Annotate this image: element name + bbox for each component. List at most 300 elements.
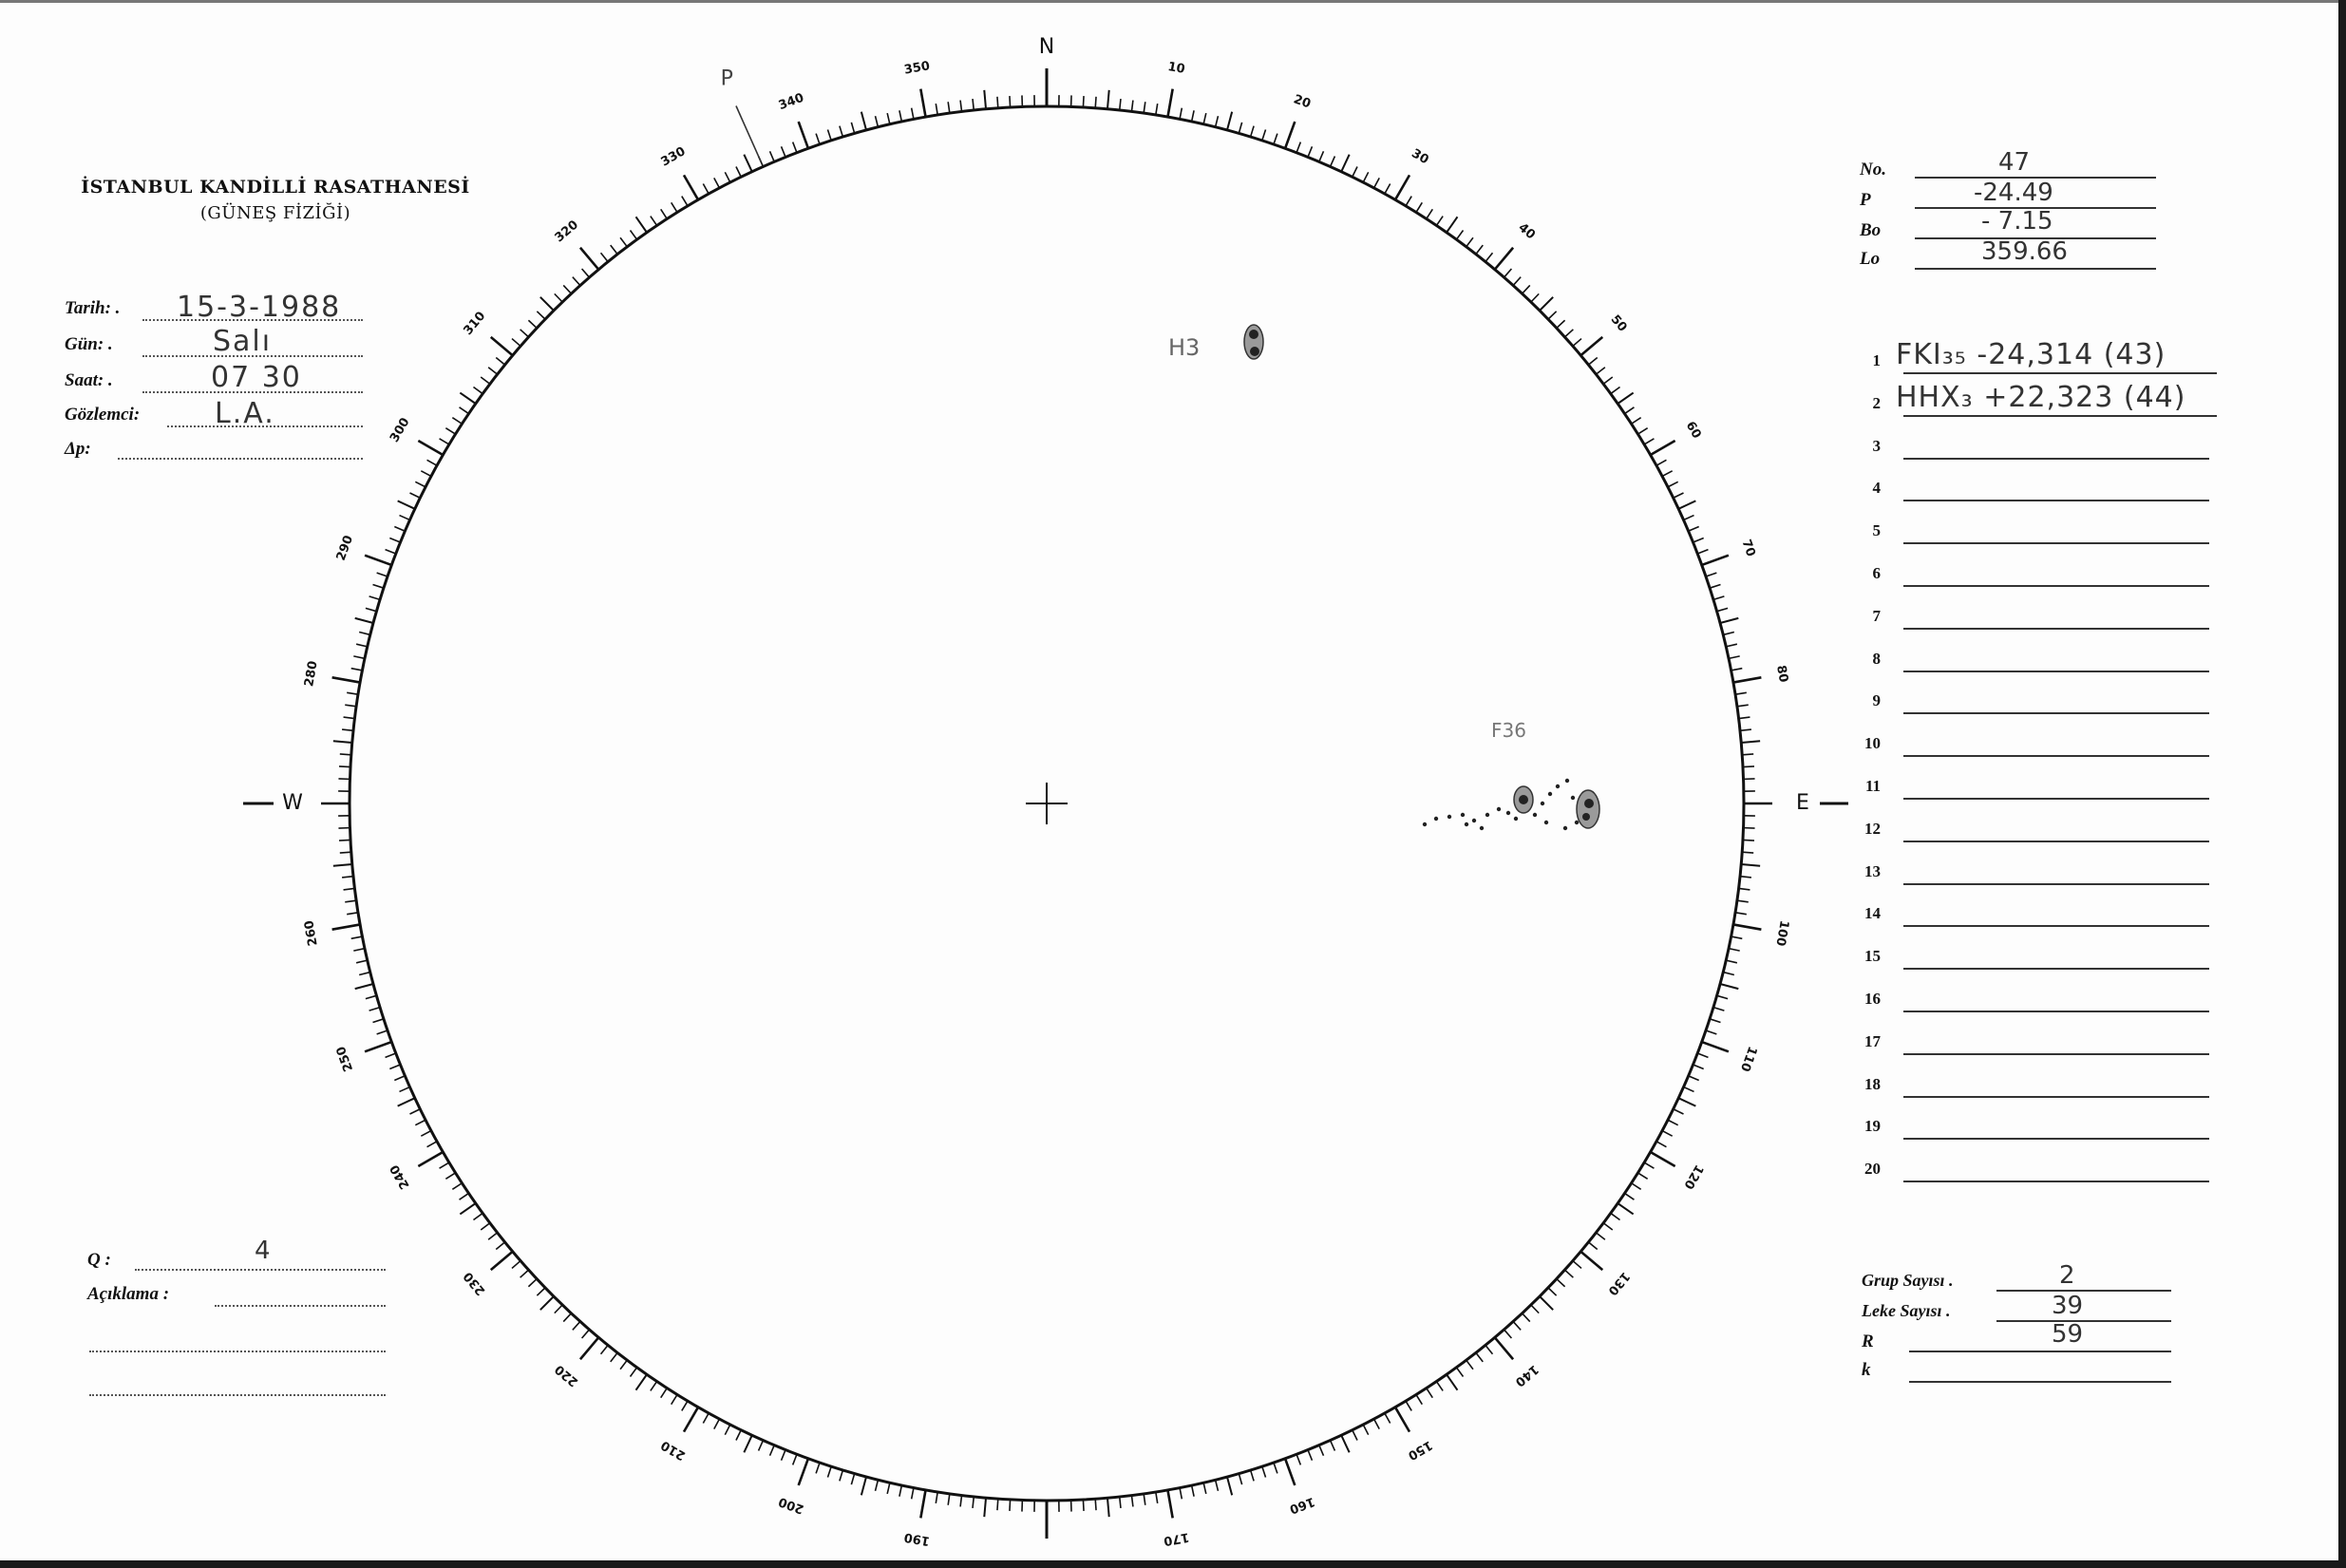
limb-tick — [528, 1279, 537, 1287]
limb-tick — [876, 1480, 879, 1491]
limb-tick — [1662, 471, 1673, 477]
limb-tick — [1678, 501, 1695, 508]
limb-tick — [1693, 538, 1704, 542]
limb-tick — [415, 482, 426, 486]
limb-tick — [620, 1360, 627, 1370]
limb-tick — [793, 1454, 797, 1464]
limb-tick — [1726, 960, 1737, 963]
day-label: Gün: . — [65, 334, 113, 354]
sunspot-f36-pore — [1506, 811, 1510, 815]
q-value: 4 — [255, 1237, 271, 1265]
limb-tick — [340, 852, 351, 853]
limb-tick — [377, 573, 388, 576]
limb-tick — [744, 155, 751, 172]
limb-tick — [1644, 1162, 1654, 1168]
limb-tick — [1406, 1401, 1411, 1410]
limb-tick — [366, 608, 377, 611]
limb-tick — [1251, 126, 1255, 137]
q-label: Q : — [87, 1250, 111, 1270]
limb-tick — [1144, 1494, 1145, 1505]
limb-tick — [1308, 146, 1312, 157]
limb-tick — [816, 134, 820, 144]
limb-tick-label: 60 — [1682, 419, 1704, 442]
limb-tick — [1466, 237, 1473, 247]
limb-tick-label: 200 — [776, 1493, 806, 1517]
limb-tick — [1476, 1352, 1483, 1361]
group-row-text: HHX₃ +22,323 (44) — [1896, 380, 2186, 414]
limb-tick — [351, 669, 363, 671]
limb-tick — [1180, 108, 1182, 120]
limb-tick — [1274, 1463, 1277, 1473]
limb-tick — [1684, 1087, 1694, 1092]
delta-p-label: Δp: — [65, 439, 91, 459]
limb-tick — [1239, 1474, 1241, 1485]
limb-tick — [1374, 178, 1380, 188]
limb-tick — [1625, 1193, 1635, 1200]
limb-tick — [1262, 130, 1266, 141]
limb-tick — [353, 949, 365, 951]
limb-tick — [936, 104, 937, 115]
limb-tick-label: 50 — [1607, 312, 1630, 335]
limb-tick — [1731, 669, 1743, 671]
limb-tick — [1717, 995, 1729, 998]
sunspot-f36-pore — [1563, 826, 1567, 830]
l0-label: Lo — [1860, 249, 1881, 269]
limb-tick — [1710, 1019, 1720, 1023]
limb-tick — [389, 1065, 400, 1068]
limb-tick — [1737, 705, 1749, 707]
limb-tick — [887, 1483, 890, 1494]
limb-tick — [1731, 936, 1743, 938]
limb-tick — [631, 230, 637, 239]
limb-tick — [1611, 387, 1620, 394]
limb-tick — [440, 439, 449, 444]
sunspot-f36-pore — [1533, 813, 1537, 817]
number-label: No. — [1860, 160, 1886, 179]
limb-tick — [1095, 1499, 1096, 1510]
limb-tick — [1720, 984, 1738, 989]
limb-tick — [651, 217, 657, 226]
group-row-text: FKI₃₅ -24,314 (43) — [1896, 338, 2166, 371]
limb-tick — [512, 1261, 520, 1269]
sunspot-f36-pore — [1571, 796, 1575, 800]
limb-tick — [887, 113, 890, 124]
limb-tick — [827, 130, 831, 141]
institution-name: İSTANBUL KANDİLLİ RASATHANESİ — [81, 177, 470, 198]
limb-tick — [1618, 1203, 1633, 1214]
group-row-number: 19 — [1864, 1117, 1881, 1136]
limb-tick-label: 300 — [388, 415, 413, 445]
limb-tick-label: 100 — [1772, 918, 1791, 948]
limb-tick — [799, 1459, 808, 1485]
limb-tick — [1436, 217, 1443, 226]
limb-tick — [1625, 407, 1635, 414]
limb-tick — [418, 1152, 443, 1166]
limb-tick — [1504, 269, 1512, 277]
limb-tick-label: 160 — [1287, 1493, 1317, 1517]
limb-tick — [1618, 393, 1633, 404]
limb-tick — [1120, 1497, 1121, 1508]
limb-tick — [851, 1474, 854, 1485]
time-label: Saat: . — [65, 370, 113, 390]
limb-tick — [460, 1203, 475, 1214]
limb-tick — [1540, 297, 1553, 311]
limb-tick — [573, 1321, 580, 1330]
limb-tick — [799, 122, 808, 148]
limb-tick-label: 120 — [1680, 1162, 1706, 1192]
limb-tick — [345, 705, 356, 707]
limb-tick-label: 310 — [461, 309, 489, 338]
limb-tick — [1319, 1445, 1324, 1456]
limb-tick — [1668, 1120, 1678, 1124]
limb-tick — [1693, 1065, 1704, 1068]
group-count-value: 2 — [2059, 1261, 2075, 1290]
b0-label: Bo — [1860, 220, 1882, 240]
limb-tick — [1385, 184, 1391, 194]
limb-tick — [445, 428, 455, 434]
limb-tick-label: 110 — [1736, 1044, 1760, 1074]
limb-tick — [473, 1213, 482, 1219]
limb-tick-label: 140 — [1512, 1361, 1542, 1389]
limb-tick — [631, 1368, 637, 1377]
limb-tick — [1637, 1173, 1647, 1179]
limb-tick — [703, 184, 709, 194]
limb-tick — [601, 1345, 609, 1353]
limb-tick — [1548, 1288, 1557, 1295]
limb-tick — [1341, 1435, 1349, 1452]
limb-tick — [611, 1352, 617, 1361]
limb-tick — [1737, 900, 1749, 902]
limb-tick — [1083, 96, 1084, 107]
limb-tick-label: 340 — [776, 90, 806, 114]
limb-tick — [1564, 330, 1573, 337]
limb-tick — [984, 1498, 986, 1517]
limb-tick — [1689, 1076, 1699, 1081]
limb-tick — [1548, 312, 1557, 319]
limb-tick — [1406, 197, 1411, 206]
limb-tick — [373, 584, 384, 588]
limb-tick — [415, 1120, 426, 1124]
limb-tick — [960, 101, 961, 112]
limb-tick — [365, 1042, 391, 1051]
limb-tick — [782, 1450, 785, 1461]
limb-tick — [1456, 1368, 1463, 1377]
limb-tick — [347, 913, 358, 915]
limb-tick — [703, 1413, 709, 1423]
limb-tick — [386, 550, 396, 554]
limb-tick-label: 260 — [302, 918, 321, 948]
limb-tick — [540, 1296, 554, 1310]
remark-label: Açıklama : — [87, 1284, 170, 1304]
limb-tick — [1083, 1500, 1084, 1511]
limb-tick — [1723, 973, 1734, 975]
limb-tick — [460, 407, 469, 414]
west-label: W — [282, 791, 303, 815]
sunspot-f36-pore — [1514, 817, 1518, 821]
limb-tick-label: 150 — [1405, 1437, 1435, 1463]
limb-tick — [1374, 1419, 1380, 1429]
limb-tick — [714, 1419, 720, 1429]
sunspot-f36-pore — [1497, 807, 1501, 811]
limb-tick — [1010, 96, 1011, 107]
group-row-number: 16 — [1864, 990, 1881, 1008]
limb-tick — [342, 729, 353, 730]
group-count-label: Grup Sayısı . — [1862, 1271, 1954, 1290]
limb-tick — [912, 1488, 914, 1500]
north-label: N — [1038, 35, 1055, 59]
limb-tick — [1363, 172, 1368, 182]
limb-tick — [1341, 155, 1349, 172]
b0-value: - 7.15 — [1981, 207, 2053, 236]
limb-tick-label: 210 — [658, 1437, 689, 1463]
group-row-number: 13 — [1864, 861, 1881, 880]
limb-tick — [1513, 277, 1521, 286]
limb-tick — [1427, 209, 1433, 218]
limb-tick — [563, 285, 571, 293]
limb-tick — [537, 1288, 545, 1295]
limb-tick — [1580, 337, 1602, 355]
limb-tick — [1227, 1477, 1232, 1495]
limb-tick — [636, 1374, 647, 1389]
sunspot-f36-pore — [1565, 779, 1569, 783]
limb-tick — [496, 358, 504, 366]
p-angle-value: -24.49 — [1974, 179, 2053, 207]
limb-tick — [1523, 1313, 1530, 1322]
sunspot-h3-umbra — [1250, 347, 1259, 356]
group-label-f36: F36 — [1491, 719, 1526, 742]
sunspot-f36-pore — [1447, 815, 1451, 819]
sunspot-f36-umbra — [1584, 799, 1594, 808]
limb-tick — [725, 172, 729, 182]
group-row-number: 9 — [1872, 691, 1881, 710]
limb-tick — [1095, 97, 1096, 108]
limb-tick — [744, 1435, 751, 1452]
group-row-number: 17 — [1864, 1031, 1881, 1050]
day-value: Salı — [213, 325, 273, 358]
limb-tick — [580, 1337, 598, 1359]
p-angle-label: P — [1860, 190, 1871, 210]
sunspot-f36-umbra — [1519, 795, 1528, 804]
group-row-number: 4 — [1872, 479, 1881, 498]
limb-tick — [389, 538, 400, 542]
limb-tick — [1611, 1213, 1620, 1219]
limb-tick — [1216, 1480, 1219, 1491]
east-label: E — [1796, 791, 1809, 815]
limb-tick — [399, 1087, 409, 1092]
limb-tick — [948, 102, 950, 113]
limb-tick — [1720, 618, 1738, 623]
group-row-number: 7 — [1872, 606, 1881, 625]
limb-tick — [1706, 573, 1716, 576]
limb-tick — [1713, 1008, 1724, 1011]
limb-tick — [1713, 596, 1724, 600]
limb-tick — [1743, 840, 1754, 841]
limb-tick — [1456, 230, 1463, 239]
limb-tick-label: 130 — [1604, 1269, 1633, 1298]
limb-tick — [1495, 1337, 1513, 1359]
limb-tick — [418, 441, 443, 455]
sunspot-f36-pore — [1548, 792, 1552, 796]
spot-count-label: Leke Sayısı . — [1862, 1301, 1951, 1320]
limb-tick — [1395, 175, 1409, 199]
limb-tick — [1702, 1042, 1729, 1051]
limb-tick — [1167, 89, 1172, 118]
limb-tick — [920, 1490, 925, 1519]
limb-tick — [1596, 1233, 1604, 1239]
observer-label: Gözlemci: — [65, 405, 141, 425]
limb-tick-label: 20 — [1291, 92, 1313, 112]
limb-tick — [1540, 1296, 1553, 1310]
limb-tick — [682, 197, 688, 206]
limb-tick — [1689, 527, 1699, 532]
pole-arrow — [736, 106, 761, 161]
limb-tick-label: 220 — [552, 1361, 581, 1389]
limb-tick — [1504, 1330, 1512, 1338]
limb-tick — [445, 1173, 455, 1179]
limb-tick — [1557, 320, 1565, 328]
limb-tick — [636, 217, 647, 232]
limb-tick — [1120, 99, 1121, 110]
limb-tick — [997, 1499, 998, 1510]
limb-tick — [342, 877, 353, 878]
limb-tick — [1239, 123, 1241, 134]
limb-tick — [1684, 516, 1694, 520]
limb-tick — [344, 888, 355, 889]
limb-tick — [1637, 428, 1647, 434]
limb-tick — [365, 556, 391, 565]
limb-tick — [333, 864, 352, 866]
limb-tick — [394, 527, 405, 532]
group-row-number: 1 — [1872, 351, 1881, 369]
sunspot-f36-pore — [1556, 784, 1560, 788]
limb-tick — [759, 1441, 764, 1451]
limb-tick-label: 330 — [658, 144, 689, 170]
sunspot-f36-pore — [1465, 822, 1468, 826]
limb-tick — [528, 320, 537, 328]
limb-tick — [1296, 142, 1300, 153]
limb-tick — [1192, 1485, 1194, 1497]
limb-tick — [973, 99, 974, 110]
limb-tick — [736, 1430, 741, 1441]
limb-tick — [1697, 550, 1708, 554]
group-row-number: 11 — [1864, 777, 1881, 795]
limb-tick — [1710, 584, 1720, 588]
group-row-number: 8 — [1872, 649, 1881, 668]
limb-tick — [899, 110, 901, 122]
limb-tick — [714, 178, 720, 188]
limb-tick — [1107, 90, 1109, 109]
limb-tick — [359, 633, 370, 635]
group-label-h3: H3 — [1168, 334, 1201, 361]
limb-tick — [651, 1382, 657, 1391]
limb-tick — [876, 116, 879, 127]
limb-tick — [398, 1098, 415, 1105]
limb-tick — [582, 269, 590, 277]
limb-tick — [661, 209, 668, 218]
limb-tick — [620, 237, 627, 247]
number-value: 47 — [1998, 148, 2031, 177]
limb-tick — [1385, 1413, 1391, 1423]
observer-value: L.A. — [215, 397, 275, 430]
limb-tick — [555, 293, 562, 302]
limb-tick — [421, 471, 431, 477]
limb-tick — [356, 960, 368, 963]
limb-tick — [1740, 729, 1751, 730]
limb-tick — [661, 1389, 668, 1398]
limb-tick — [1513, 1321, 1521, 1330]
limb-tick — [409, 1109, 420, 1114]
limb-tick — [339, 766, 350, 767]
limb-tick — [1596, 368, 1604, 374]
limb-tick — [1580, 1252, 1602, 1270]
limb-tick — [1436, 1382, 1443, 1391]
limb-tick — [1427, 1389, 1433, 1398]
limb-tick — [1564, 1270, 1573, 1277]
limb-tick — [861, 1477, 866, 1495]
limb-tick — [1742, 852, 1753, 853]
limb-tick — [1644, 439, 1654, 444]
limb-tick — [920, 89, 925, 118]
r-number-label: R — [1862, 1332, 1874, 1351]
limb-tick — [1651, 1152, 1675, 1166]
limb-tick — [1706, 1030, 1716, 1034]
limb-tick — [1735, 692, 1747, 694]
limb-tick — [1726, 644, 1737, 647]
limb-tick — [355, 618, 373, 623]
limb-tick — [770, 151, 775, 161]
limb-tick — [1010, 1500, 1011, 1511]
limb-tick — [452, 1183, 462, 1190]
limb-tick — [1656, 460, 1666, 465]
limb-tick — [1729, 949, 1740, 951]
limb-tick — [1741, 864, 1760, 866]
limb-tick — [452, 418, 462, 425]
limb-tick — [1495, 248, 1513, 270]
date-label: Tarih: . — [65, 298, 121, 318]
limb-tick — [332, 677, 361, 682]
limb-tick-label: 350 — [902, 59, 932, 78]
limb-tick — [1678, 1098, 1695, 1105]
limb-tick — [725, 1425, 729, 1435]
limb-tick — [1588, 1242, 1597, 1250]
limb-tick — [573, 277, 580, 286]
limb-tick — [1668, 482, 1678, 486]
sunspot-f36-pore — [1485, 813, 1489, 817]
limb-tick — [1485, 253, 1493, 261]
sunspot-f36-pore — [1434, 817, 1438, 821]
limb-tick — [1251, 1470, 1255, 1481]
limb-tick — [1131, 1496, 1132, 1507]
k-label: k — [1862, 1360, 1871, 1380]
limb-tick — [1447, 1374, 1457, 1389]
limb-tick-label: 290 — [333, 533, 357, 563]
limb-tick — [353, 656, 365, 658]
limb-tick — [1523, 285, 1530, 293]
limb-tick — [582, 1330, 590, 1338]
limb-tick — [537, 312, 545, 319]
limb-tick — [1485, 1345, 1493, 1353]
limb-tick — [460, 1193, 469, 1200]
limb-tick — [1285, 122, 1295, 148]
limb-tick — [356, 644, 368, 647]
limb-tick — [1573, 1261, 1581, 1269]
limb-tick — [1156, 104, 1158, 115]
limb-tick — [793, 142, 797, 153]
limb-tick — [427, 460, 437, 465]
limb-tick — [580, 248, 598, 270]
limb-tick-label: 10 — [1166, 59, 1186, 77]
limb-tick — [345, 900, 356, 902]
